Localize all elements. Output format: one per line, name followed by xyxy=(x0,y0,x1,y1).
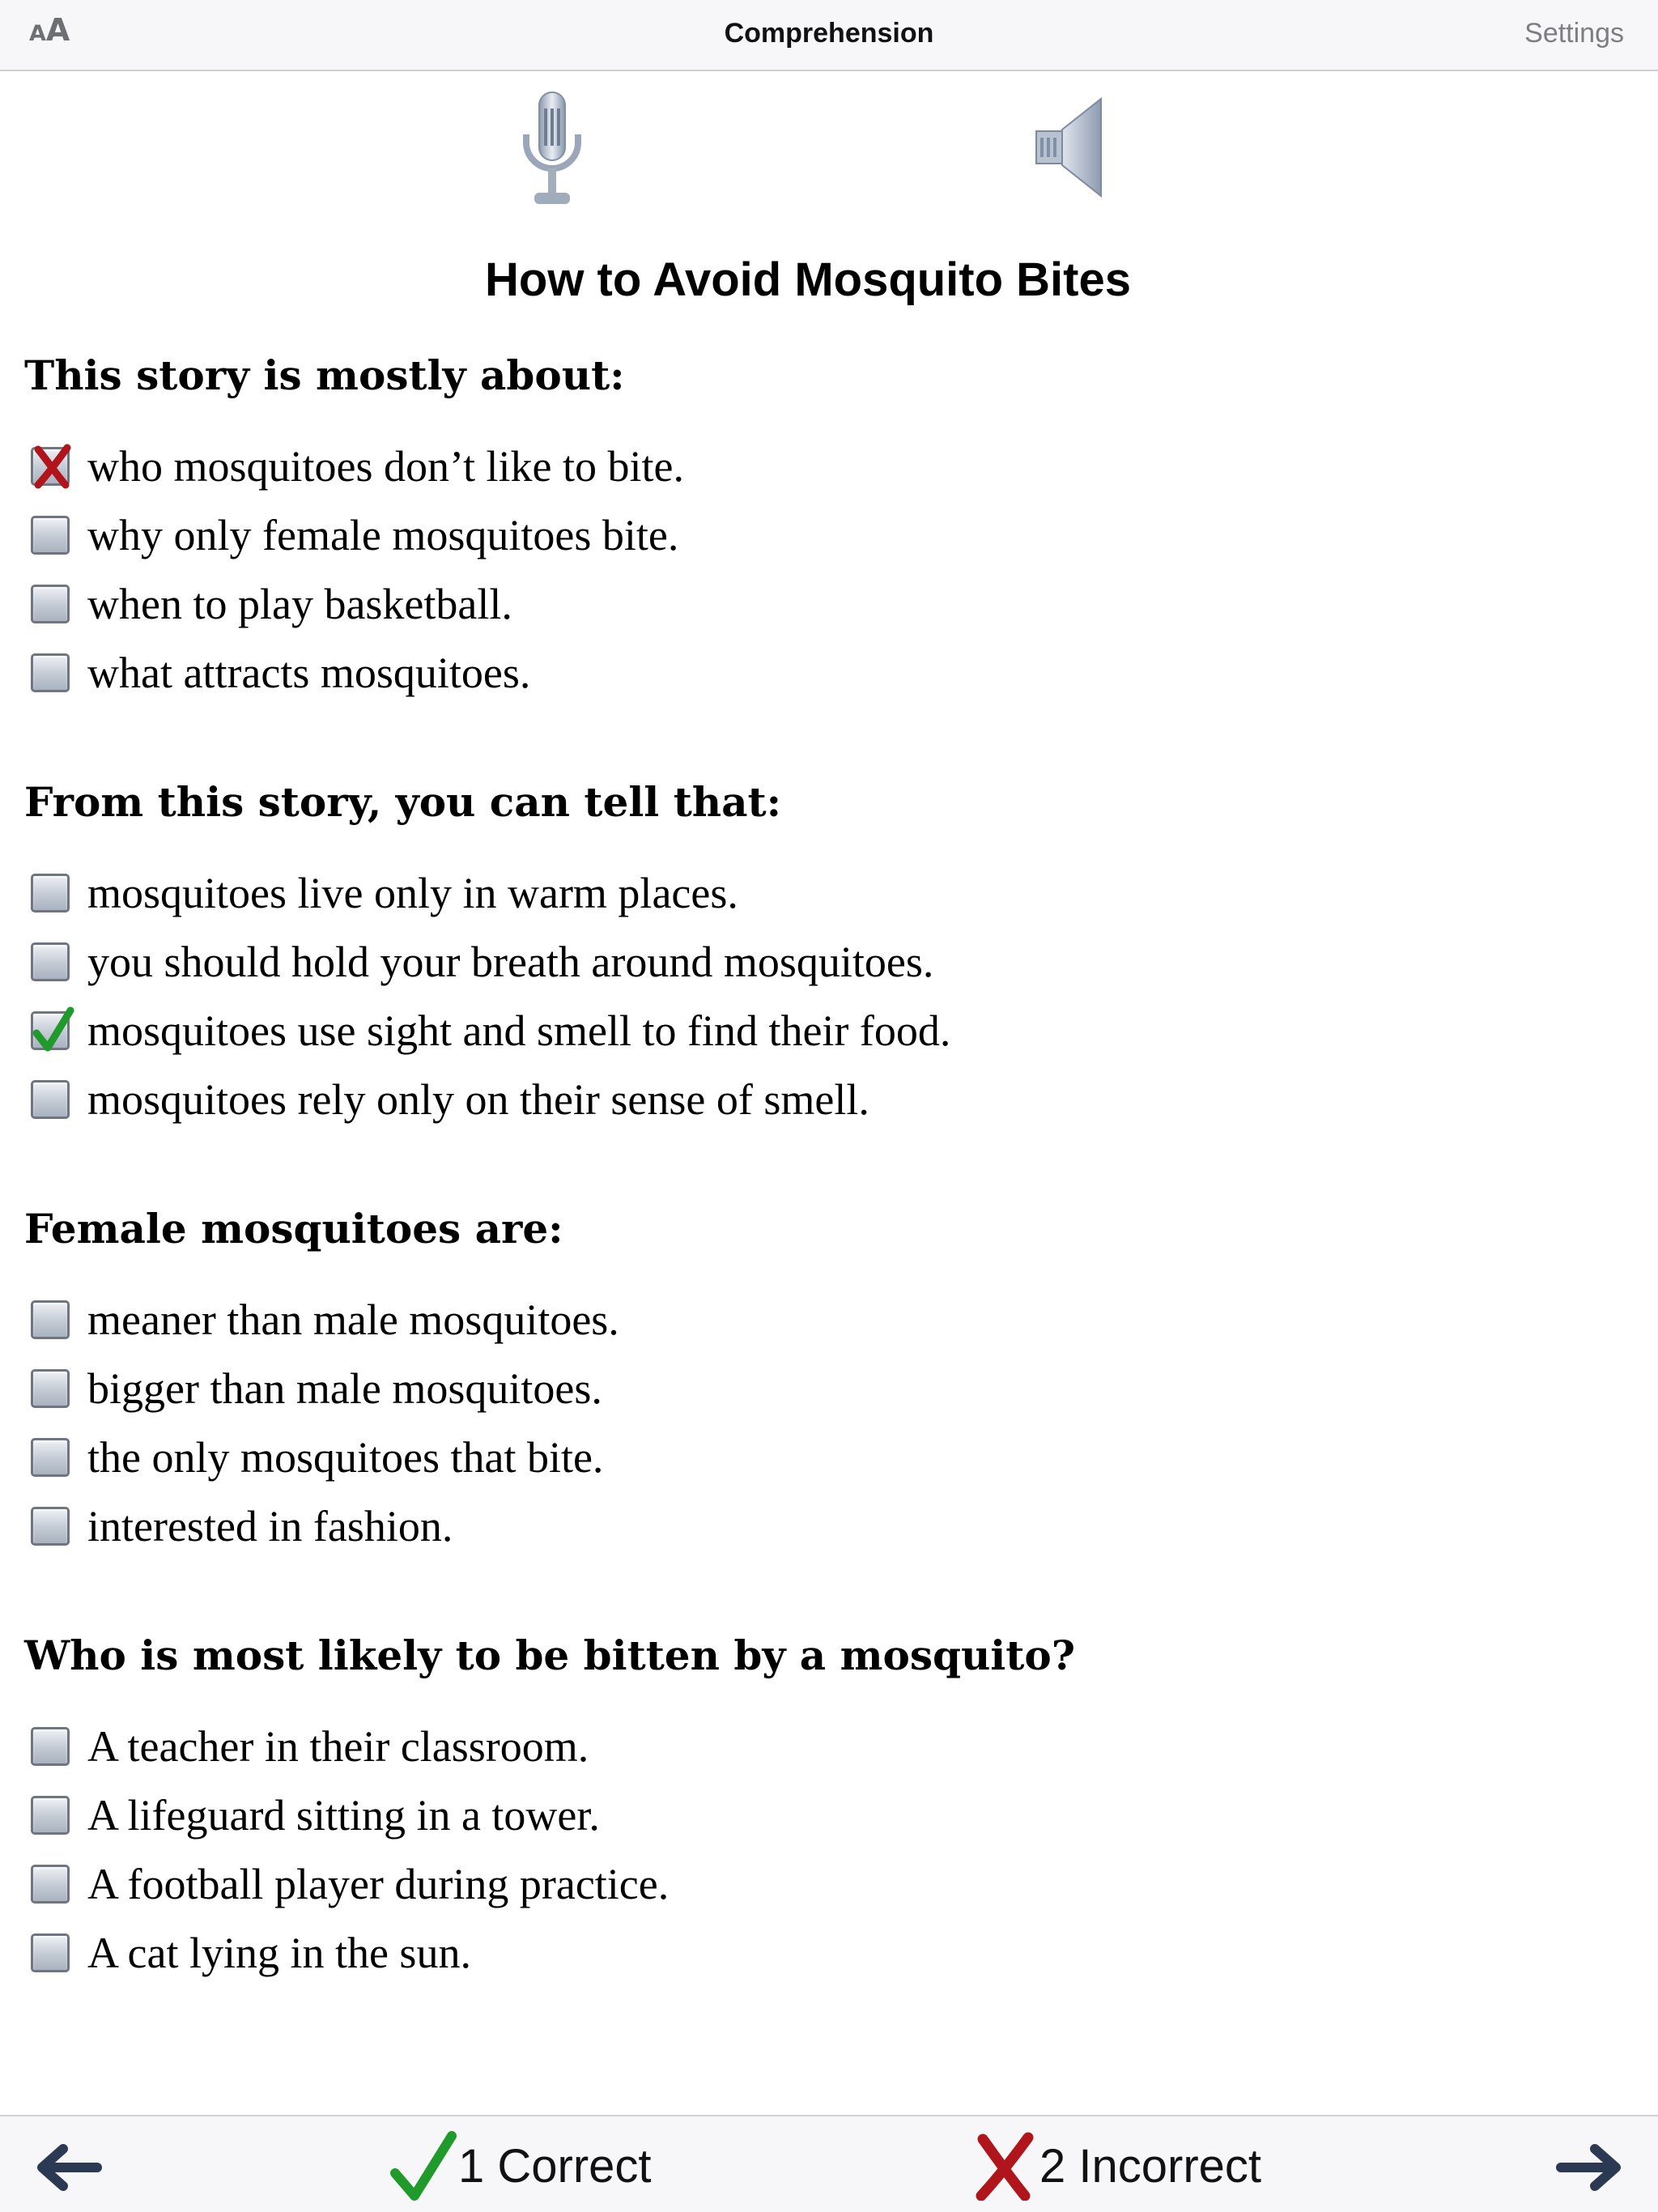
microphone-icon[interactable] xyxy=(515,91,589,209)
answer-text: A football player during practice. xyxy=(87,1860,670,1908)
answer-option[interactable] xyxy=(31,1852,669,1916)
arrow-left-icon[interactable] xyxy=(34,2142,102,2193)
answer-option[interactable] xyxy=(31,1356,602,1421)
question-prompt: Who is most likely to be bitten by a mosquito? xyxy=(24,1631,1076,1679)
answer-text: what attracts mosquitoes. xyxy=(87,649,531,697)
settings-button[interactable]: Settings xyxy=(1524,18,1624,49)
answer-option[interactable] xyxy=(31,1067,869,1132)
answer-checkbox[interactable] xyxy=(31,1796,70,1835)
answer-checkbox[interactable] xyxy=(31,1369,70,1408)
answer-option[interactable] xyxy=(31,1714,589,1779)
answer-checkbox[interactable] xyxy=(31,653,70,692)
font-size-large-letter: A xyxy=(45,12,70,48)
answer-checkbox[interactable] xyxy=(31,1080,70,1119)
x-mark-icon xyxy=(971,2131,1038,2201)
answer-checkbox[interactable] xyxy=(31,1011,70,1050)
correct-count xyxy=(390,2129,652,2202)
answer-option[interactable] xyxy=(31,572,512,636)
answer-checkbox[interactable] xyxy=(31,1300,70,1339)
answer-text: meaner than male mosquitoes. xyxy=(87,1295,619,1344)
answer-text: you should hold your breath around mosquitoes. xyxy=(87,938,934,986)
answer-text: mosquitoes rely only on their sense of smell. xyxy=(87,1075,869,1124)
answer-text: why only female mosquitoes bite. xyxy=(87,511,679,559)
checkmark-icon xyxy=(390,2131,457,2201)
answer-checkbox[interactable] xyxy=(31,942,70,981)
answer-text: bigger than male mosquitoes. xyxy=(87,1364,602,1413)
story-title: How to Avoid Mosquito Bites xyxy=(485,253,1131,306)
question-prompt: Female mosquitoes are: xyxy=(24,1205,563,1253)
question-prompt: From this story, you can tell that: xyxy=(24,778,782,826)
answer-option[interactable] xyxy=(31,1494,453,1559)
answer-checkbox[interactable] xyxy=(31,1727,70,1766)
answer-option[interactable] xyxy=(31,861,738,925)
answer-checkbox[interactable] xyxy=(31,447,70,486)
answer-option[interactable] xyxy=(31,1783,600,1848)
bottom-toolbar xyxy=(0,2115,1658,2212)
speaker-icon[interactable] xyxy=(1033,96,1103,199)
answer-option[interactable] xyxy=(31,1287,619,1352)
answer-checkbox[interactable] xyxy=(31,1933,70,1972)
answer-text: A teacher in their classroom. xyxy=(87,1722,589,1771)
answer-text: mosquitoes live only in warm places. xyxy=(87,869,738,917)
font-size-small-letter: A xyxy=(29,21,46,46)
answer-text: mosquitoes use sight and smell to find their food. xyxy=(87,1006,951,1055)
answer-text: interested in fashion. xyxy=(87,1502,453,1551)
answer-checkbox[interactable] xyxy=(31,1507,70,1546)
answer-option[interactable] xyxy=(31,929,933,994)
answer-option[interactable] xyxy=(31,503,678,568)
answer-checkbox[interactable] xyxy=(31,516,70,555)
incorrect-label: 2 Incorrect xyxy=(1039,2139,1261,2193)
x-mark-icon xyxy=(30,441,75,490)
page-title: Comprehension xyxy=(724,18,934,49)
checkmark-icon xyxy=(30,1006,75,1054)
correct-label: 1 Correct xyxy=(458,2139,652,2193)
nav-bar xyxy=(0,0,1658,71)
answer-text: A lifeguard sitting in a tower. xyxy=(87,1791,600,1840)
answer-checkbox[interactable] xyxy=(31,874,70,912)
answer-option[interactable] xyxy=(31,434,684,499)
answer-option[interactable] xyxy=(31,1425,603,1490)
incorrect-count xyxy=(971,2129,1261,2202)
answer-text: when to play basketball. xyxy=(87,580,512,628)
question-prompt: This story is mostly about: xyxy=(24,351,625,399)
answer-checkbox[interactable] xyxy=(31,585,70,623)
answer-text: A cat lying in the sun. xyxy=(87,1929,471,1977)
answer-checkbox[interactable] xyxy=(31,1438,70,1477)
arrow-right-icon[interactable] xyxy=(1556,2142,1624,2193)
answer-option[interactable] xyxy=(31,998,950,1063)
answer-option[interactable] xyxy=(31,640,530,705)
answer-checkbox[interactable] xyxy=(31,1865,70,1904)
answer-text: who mosquitoes don’t like to bite. xyxy=(87,442,684,491)
answer-text: the only mosquitoes that bite. xyxy=(87,1433,604,1482)
answer-option[interactable] xyxy=(31,1921,471,1985)
